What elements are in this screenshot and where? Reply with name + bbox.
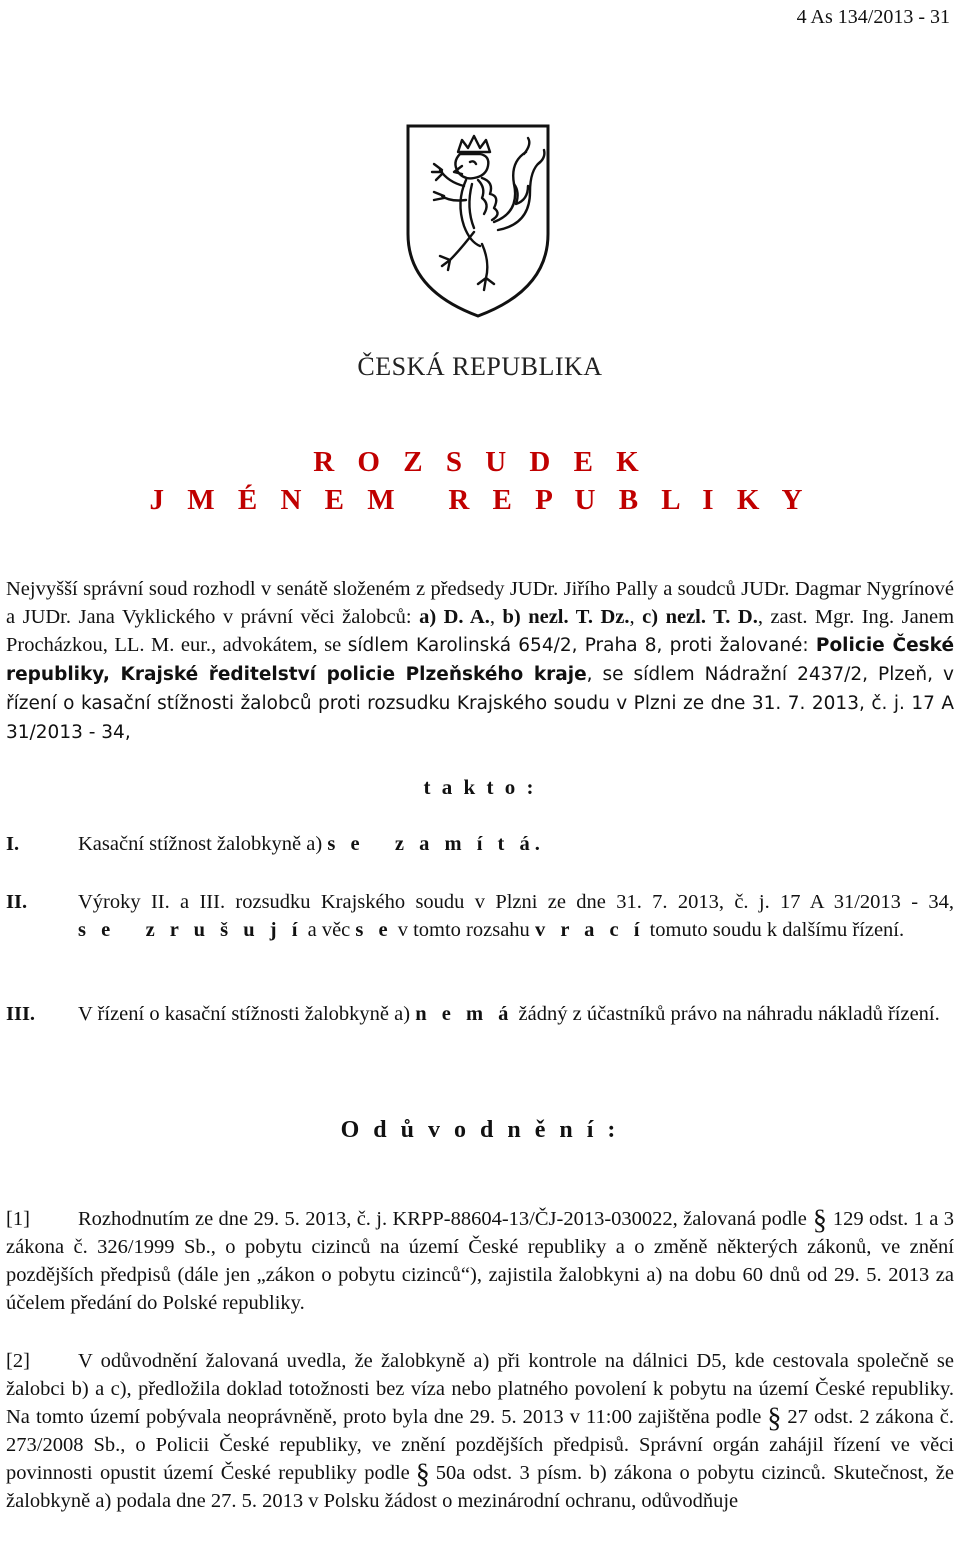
reasoning-heading: O d ů v o d n ě n í : (340, 1117, 620, 1143)
reasoning-paragraph: [1] Rozhodnutím ze dne 29. 5. 2013, č. j. KRPP-88604-13/ČJ-2013-030022, žalovaná podle § 129 odst. 1 a 3 zákona č. 326/1999 Sb., o pobytu cizinců na území České republiky a o změně některých zákonů, ve znění pozdějších předpisů (dále jen „zákon o pobytu cizinců“), zajistila žalobkyni a) na dobu 60 dnů od 29. 5. 2013 za účelem předání do Polské republiky. (6, 1205, 954, 1314)
case-reference: 4 As 134/2013 - 31 (796, 6, 950, 28)
verdict-number: III. (6, 1003, 36, 1025)
coat-of-arms-icon (402, 122, 554, 320)
judgment-subtitle: J M É N E M R E P U B L I K Y (149, 484, 811, 516)
verdict-item: I. Kasační stížnost žalobkyně a) s e z a m í t á. (6, 830, 954, 858)
verdict-item: II. Výroky II. a III. rozsudku Krajského soudu v Plzni ze dne 31. 7. 2013, č. j. 17 A 31/2013 - 34, s e z r u š u j í a věc s e v tomto rozsahu v r a c í tomuto soudu k dalšímu řízení. (6, 888, 954, 944)
takto-heading: t a k t o : (423, 775, 537, 799)
country-name: ČESKÁ REPUBLIKA (357, 352, 603, 381)
verdict-item: III. V řízení o kasační stížnosti žalobkyně a) n e m á žádný z účastníků právo na náhradu nákladů řízení. (6, 1000, 954, 1028)
reasoning-paragraph: [2] V odůvodnění žalovaná uvedla, že žalobkyně a) při kontrole na dálnici D5, kde cestovala společně se žalobci b) a c), předložila doklad totožnosti bez víza nebo platného povolení k pobytu na území České republiky. Na tomto území pobývala neoprávněně, proto byla dne 29. 5. 2013 v 11:00 zajištěna podle § 27 odst. 2 zákona č. 273/2008 Sb., o Policii České republiky, ve znění pozdějších předpisů. Správní orgán zahájil řízení ve věci povinnosti opustit území České republiky podle § 50a odst. 3 písm. b) zákona o pobytu cizinců. Skutečnost, že žalobkyně a) podala dne 27. 5. 2013 v Polsku žádost o mezinárodní ochranu, odůvodňuje (6, 1350, 954, 1512)
intro-paragraph: Nejvyšší správní soud rozhodl v senátě složeném z předsedy JUDr. Jiřího Pally a soudců JUDr. Dagmar Nygrínové a JUDr. Jana Vyklického v právní věci žalobců: a) D. A., b) nezl. T. Dz., c) nezl. T. D., zast. Mgr. Ing. Janem Procházkou, LL. M. eur., advokátem, se sídlem Karolinská 654/2, Praha 8, proti žalované: Policie České republiky, Krajské ředitelství policie Plzeňského kraje, se sídlem Nádražní 2437/2, Plzeň, v řízení o kasační stížnosti žalobců proti rozsudku Krajského soudu v Plzni ze dne 31. 7. 2013, č. j. 17 A 31/2013 - 34, (6, 578, 955, 743)
verdict-number: II. (6, 891, 28, 913)
verdict-number: I. (6, 833, 20, 855)
judgment-title: R O Z S U D E K (313, 446, 647, 478)
